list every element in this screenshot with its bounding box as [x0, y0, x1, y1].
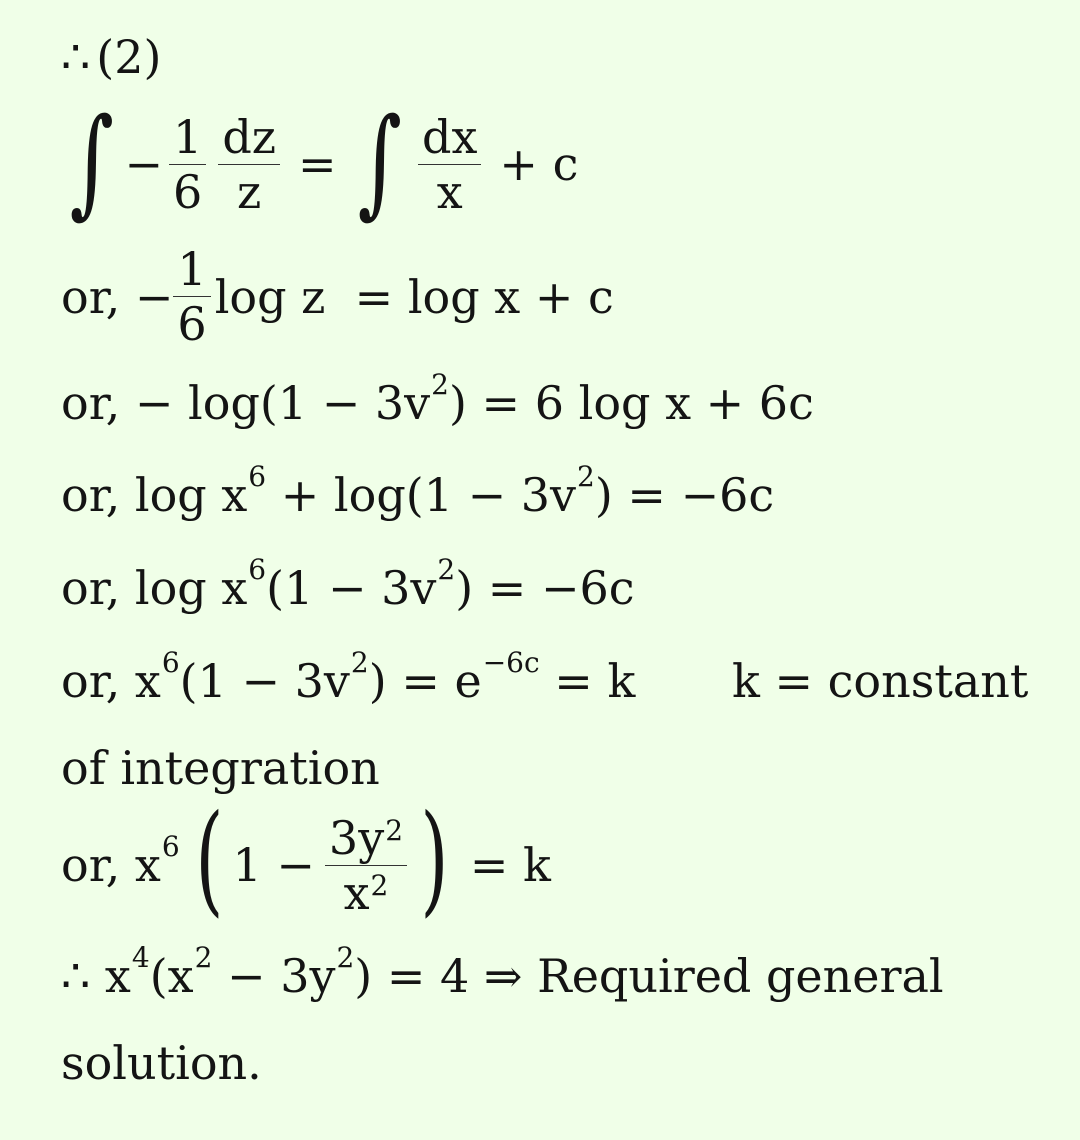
expr-part: x — [90, 949, 131, 1003]
expr-part: ) = 6 log x + 6c — [448, 376, 814, 430]
solution-text: solution. — [61, 1036, 262, 1090]
exponent: 2 — [194, 941, 213, 974]
expr-part: − 3y — [212, 949, 336, 1003]
exponent: 4 — [131, 941, 150, 974]
numerator-base: 3y — [328, 810, 385, 865]
equation-reference: (2) — [96, 30, 162, 84]
constant-note-continued — [61, 741, 380, 795]
expr-part: (1 − 3v — [179, 654, 350, 708]
fraction-numerator: dx — [418, 114, 481, 165]
fraction-one-sixth — [173, 242, 210, 351]
right-parenthesis: ) — [420, 790, 449, 929]
expr-part: (x — [149, 949, 194, 1003]
expr-part: or, log x — [61, 561, 248, 615]
exponent: 2 — [437, 553, 456, 586]
fraction-denominator: z — [237, 164, 262, 219]
expr-part: or, x — [61, 654, 161, 708]
note-continuation: of integration — [61, 741, 380, 795]
exponent: 2 — [577, 460, 595, 493]
exponent: 6 — [248, 460, 267, 493]
left-parenthesis: ( — [195, 790, 224, 929]
log-equation-line-6 — [61, 553, 635, 615]
therefore-symbol: ∴ — [61, 30, 91, 84]
integral-sign: ∫ — [69, 92, 114, 230]
fraction-denominator: 6 — [173, 164, 203, 219]
expr-part: (1 − 3v — [266, 561, 437, 615]
plus-c: + c — [499, 137, 579, 191]
fraction-numerator: dz — [218, 114, 280, 165]
expr-part: or, − log(1 − 3v — [61, 376, 431, 430]
fraction-dz-over-z — [218, 109, 280, 219]
expr-part: or, log x — [61, 468, 248, 522]
exponent: −6c — [482, 646, 540, 679]
expr-part: ) = 4 ⇒ Required general — [354, 949, 944, 1003]
exponent: 6 — [161, 646, 180, 679]
constant-note-text: k = constant — [732, 654, 1029, 708]
expr-part: = k — [469, 838, 551, 892]
denominator-base: x — [343, 865, 370, 920]
exponent: 2 — [385, 813, 404, 847]
log-equation-line-4 — [61, 368, 814, 430]
therefore-symbol: ∴ — [61, 949, 91, 1003]
general-solution-line — [61, 941, 944, 1003]
exponential-equation-line-7 — [61, 646, 636, 708]
fraction-numerator: 1 — [173, 246, 210, 297]
expr-part: ) = −6c — [455, 561, 635, 615]
integral-sign: ∫ — [357, 92, 402, 230]
expr-part: ) = e — [368, 654, 482, 708]
log-expression: log z = log x + c — [214, 269, 614, 324]
log-equation-line-5 — [61, 460, 775, 522]
fraction-denominator: x — [436, 164, 463, 219]
expr-part: or, x — [61, 838, 161, 892]
fraction-denominator — [340, 865, 393, 920]
expr-part: 1 − — [232, 838, 315, 892]
exponent: 6 — [248, 553, 267, 586]
expr-part: = k — [539, 654, 636, 708]
fraction-dx-over-x — [418, 109, 481, 219]
fraction-numerator: 1 — [169, 114, 206, 165]
minus-sign: − — [124, 137, 164, 191]
therefore-line-1 — [61, 30, 162, 84]
fraction-one-sixth — [169, 109, 206, 219]
fraction-3y2-over-x2 — [325, 810, 407, 920]
solution-word — [61, 1036, 262, 1090]
exponent: 2 — [431, 368, 449, 401]
expr-part: ) = −6c — [594, 468, 775, 522]
line-prefix: or, − — [61, 269, 174, 324]
exponent: 6 — [161, 830, 180, 863]
fraction-equation-line-9 — [61, 790, 551, 929]
exponent: 2 — [350, 646, 369, 679]
fraction-numerator — [325, 810, 407, 866]
integral-equation — [61, 92, 579, 230]
fraction-denominator: 6 — [177, 297, 207, 351]
log-equation-line-3 — [61, 242, 614, 351]
constant-note — [732, 654, 1029, 708]
exponent: 2 — [370, 868, 389, 902]
exponent: 2 — [336, 941, 355, 974]
expr-part: + log(1 − 3v — [266, 468, 577, 522]
equals-sign: = — [298, 137, 337, 191]
